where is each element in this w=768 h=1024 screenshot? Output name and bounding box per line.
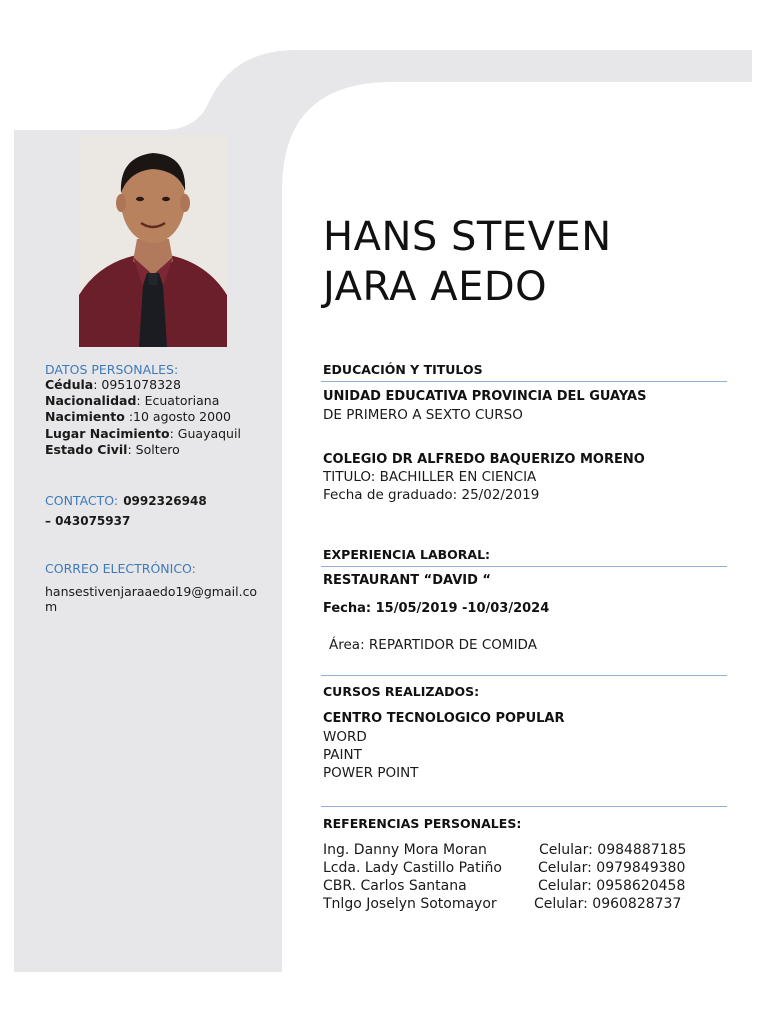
reference-phone: Celular: 0984887185 xyxy=(539,842,687,858)
email-address xyxy=(45,584,257,614)
reference-phone: Celular: 0958620458 xyxy=(538,878,686,894)
courses-title: CURSOS REALIZADOS: xyxy=(323,684,480,699)
course-item: WORD xyxy=(323,729,367,745)
personal-data-heading: DATOS PERSONALES: xyxy=(45,362,179,377)
cedula-line xyxy=(45,377,181,394)
civil-status-line xyxy=(45,442,180,459)
nationality-line xyxy=(45,393,219,410)
birthplace-value: : Guayaquil xyxy=(169,426,241,441)
contact-line xyxy=(45,490,207,509)
course-center: CENTRO TECNOLOGICO POPULAR xyxy=(323,711,565,726)
email-line-2: m xyxy=(45,599,58,614)
birth-label: Nacimiento xyxy=(45,409,125,424)
reference-name: Tnlgo Joselyn Sotomayor xyxy=(323,896,497,912)
experience-area: Área: REPARTIDOR DE COMIDA xyxy=(329,637,537,653)
references-divider xyxy=(321,806,727,807)
school-2-name: COLEGIO DR ALFREDO BAQUERIZO MORENO xyxy=(323,452,645,467)
birth-line xyxy=(45,409,231,426)
reference-phone: Celular: 0960828737 xyxy=(534,896,682,912)
reference-name: CBR. Carlos Santana xyxy=(323,878,467,894)
course-item: POWER POINT xyxy=(323,765,419,781)
nationality-value: : Ecuatoriana xyxy=(136,393,220,408)
full-name-line-2: JARA AEDO xyxy=(323,264,548,310)
references-title: REFERENCIAS PERSONALES: xyxy=(323,816,522,831)
cedula-value: : 0951078328 xyxy=(93,377,181,392)
school-2-title: TITULO: BACHILLER EN CIENCIA xyxy=(323,469,537,485)
reference-phone: Celular: 0979849380 xyxy=(538,860,686,876)
courses-top-divider xyxy=(321,675,727,676)
contact-phone: 0992326948 xyxy=(123,494,207,508)
birthplace-line xyxy=(45,426,241,443)
education-title: EDUCACIÓN Y TITULOS xyxy=(323,362,483,377)
civil-status-label: Estado Civil xyxy=(45,442,128,457)
birthplace-label: Lugar Nacimiento xyxy=(45,426,170,441)
contact-heading: CONTACTO: xyxy=(45,493,119,508)
email-line-1: hansestivenjaraaedo19@gmail.co xyxy=(45,584,258,599)
experience-divider xyxy=(321,566,727,567)
experience-dates: Fecha: 15/05/2019 -10/03/2024 xyxy=(323,601,550,616)
cedula-label: Cédula xyxy=(45,377,94,392)
profile-photo xyxy=(79,135,227,347)
school-2-date: Fecha de graduado: 25/02/2019 xyxy=(323,487,540,503)
reference-name: Lcda. Lady Castillo Patiño xyxy=(323,860,502,876)
nationality-label: Nacionalidad xyxy=(45,393,137,408)
course-item: PAINT xyxy=(323,747,362,763)
school-1-name: UNIDAD EDUCATIVA PROVINCIA DEL GUAYAS xyxy=(323,389,647,404)
full-name-line-1: HANS STEVEN xyxy=(323,214,612,260)
contact-phone-2: – 043075937 xyxy=(45,514,131,528)
experience-title: EXPERIENCIA LABORAL: xyxy=(323,547,491,562)
experience-company: RESTAURANT “DAVID “ xyxy=(323,573,491,588)
education-divider xyxy=(321,381,727,382)
school-1-detail: DE PRIMERO A SEXTO CURSO xyxy=(323,407,523,423)
course-list xyxy=(323,728,418,782)
birth-value: :10 agosto 2000 xyxy=(124,409,231,424)
email-heading: CORREO ELECTRÓNICO: xyxy=(45,561,196,576)
civil-status-value: : Soltero xyxy=(127,442,180,457)
reference-name: Ing. Danny Mora Moran xyxy=(323,842,487,858)
